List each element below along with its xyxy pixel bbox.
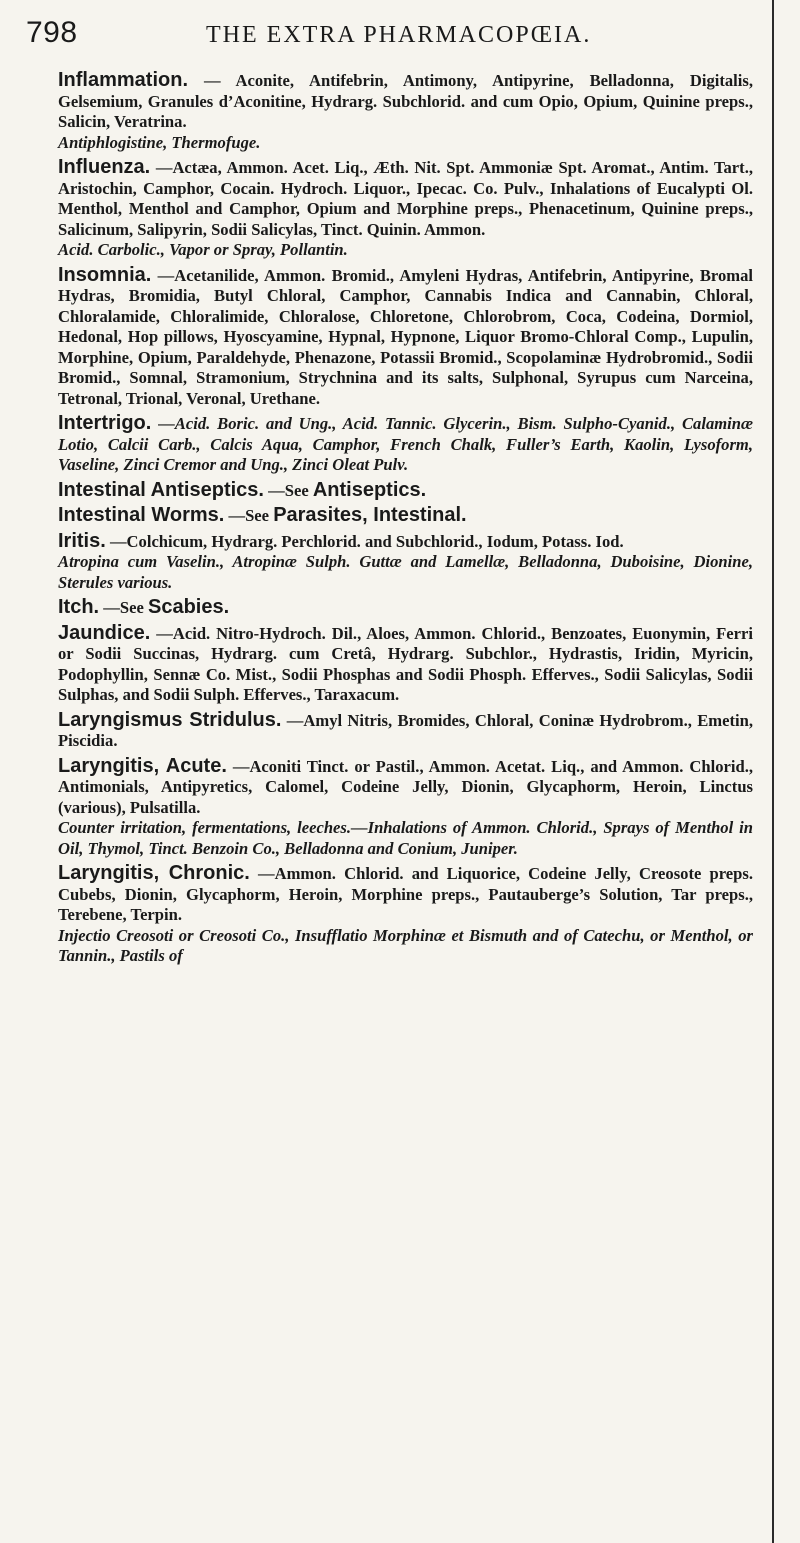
entry-term: Laryngitis, Acute. — [58, 754, 227, 777]
entry-influenza — [58, 157, 753, 261]
entry-external-remedies: Atropina cum Vaselin., Atropinæ Sulph. Guttæ and Lamellæ, Belladonna, Duboisine, Dionine, Sterules various. — [58, 552, 753, 592]
entry-laryngitis-chronic — [58, 863, 753, 967]
entry-laryngismus-stridulus — [58, 710, 753, 752]
entry-external-remedies: Acid. Carbolic., Vapor or Spray, Pollantin. — [58, 240, 348, 259]
entry-term: Iritis. — [58, 529, 106, 552]
entry-term: Laryngismus Stridulus. — [58, 708, 282, 731]
entry-external-remedies: Antiphlogistine, Thermofuge. — [58, 132, 261, 152]
entry-term: Intertrigo. — [58, 412, 152, 434]
entry-see-reference: Antiseptics. — [312, 478, 427, 501]
entry-internal-remedies: —Acetanilide, Ammon. Bromid., Amyleni Hydras, Antifebrin, Antipyrine, Bromal Hydras, Bromidia, Butyl Chloral, Camphor, Cannabis Indica and Cannabin, Chloral, Chloralamide, Chloralimide, Chloralose, Chloretone, Chlorobrom, Coca, Codeina, Dormiol, Hedonal, Hop pillows, Hyoscyamine, Hypnal, Hypnone, Liquor Bromo-Chloral Comp., Lupulin, Morphine, Opium, Paraldehyde, Phenazone, Potassii Bromid., Scopolaminæ Hydrobromid., Sodii Bromid., Somnal, Stramonium, Strychnina and its salts, Sulphonal, Syrupus cum Narceina, Tetronal, Trional, Veronal, Urethane. — [58, 265, 753, 408]
entry-internal-remedies: —Actæa, Ammon. Acet. Liq., Æth. Nit. Spt. Ammoniæ Spt. Aromat., Antim. Tart., Aristochin, Camphor, Cocain. Hydroch. Liquor., Ipecac. Co. Pulv., Inhalations of Eucalypti Ol. Menthol, Menthol and Camphor, Opium and Morphine preps., Phenacetinum, Quinine preps., Salicinum, Salipyrin, Sodii Salicylas, Tinct. Quinin. Ammon. — [58, 158, 753, 239]
entry-term: Itch. — [58, 596, 100, 618]
entry-internal-remedies: — Aconite, Antifebrin, Antimony, Antipyrine, Belladonna, Digitalis, Gelsemium, Granules d’Aconitine, Hydrarg. Subchlorid. and cum Opio, Opium, Quinine preps., Salicin, Veratrina. — [58, 71, 754, 131]
page-number: 798 — [26, 16, 78, 49]
entry-term: Intestinal Worms. — [58, 504, 225, 526]
index-entries — [58, 70, 753, 971]
entry-see-prefix: —See — [103, 598, 148, 617]
entry-jaundice — [58, 623, 753, 706]
entry-see-reference: Parasites, Intestinal. — [273, 504, 467, 526]
entry-intestinal-antiseptics — [58, 480, 753, 502]
entry-see-prefix: —See — [228, 506, 274, 525]
entry-external-remedies: Counter irritation, fermentations, leeches.—Inhalations of Ammon. Chlorid., Sprays of Menthol in Oil, Thymol, Tinct. Benzoin Co., Belladonna and Conium, Juniper. — [58, 818, 753, 858]
entry-term: Jaundice. — [58, 621, 151, 644]
entry-iritis — [58, 531, 753, 594]
entry-term: Intestinal Antiseptics. — [58, 478, 264, 501]
entry-internal-remedies: —Acid. Nitro-Hydroch. Dil., Aloes, Ammon. Chlorid., Benzoates, Euonymin, Ferri or Sodii Succinas, Hydrarg. cum Cretâ, Hydrarg. Subchlor., Hydrastis, Iridin, Myricin, Podophyllin, Sennæ Co. Mist., Sodii Phosphas and Sodii Phosph. Efferves., Sodii Salicylas, Sodii Sulphas, and Sodii Sulph. Efferves., Taraxacum. — [58, 623, 753, 704]
entry-inflammation — [58, 70, 753, 153]
running-head: THE EXTRA PHARMACOPŒIA. — [206, 22, 592, 48]
entry-internal-remedies: —Amyl Nitris, Bromides, Chloral, Coninæ Hydrobrom., Emetin, Piscidia. — [58, 710, 754, 750]
entry-see-prefix: —See — [268, 480, 313, 500]
entry-term: Inflammation. — [58, 69, 189, 91]
entry-term: Influenza. — [58, 156, 151, 178]
entry-internal-remedies: —Aconiti Tinct. or Pastil., Ammon. Acetat. Liq., and Ammon. Chlorid., Antimonials, Antipyretics, Calomel, Codeine Jelly, Dionin, Glycaphorm, Heroin, Linctus (various), Pulsatilla. — [58, 756, 753, 817]
entry-intertrigo — [58, 413, 753, 476]
entry-term: Insomnia. — [58, 263, 152, 286]
entry-external-remedies: —Acid. Boric. and Ung., Acid. Tannic. Glycerin., Bism. Sulpho-Cyanid., Calaminæ Lotio, Calcii Carb., Calcis Aqua, Camphor, French Chalk, Fuller’s Earth, Kaolin, Lysoform, Vaseline, Zinci Cremor and Ung., Zinci Oleat Pulv. — [58, 414, 753, 474]
entry-internal-remedies: —Ammon. Chlorid. and Liquorice, Codeine Jelly, Creosote preps. Cubebs, Dionin, Glycaphorm, Heroin, Morphine preps., Pautauberge’s Solution, Tar preps., Terebene, Terpin. — [58, 864, 754, 924]
page-header — [26, 16, 750, 56]
entry-see-reference: Scabies. — [147, 596, 230, 618]
entry-internal-remedies: —Colchicum, Hydrarg. Perchlorid. and Subchlorid., Iodum, Potass. Iod. — [109, 531, 624, 551]
entry-term: Laryngitis, Chronic. — [58, 862, 250, 884]
entry-external-remedies: Injectio Creosoti or Creosoti Co., Insufflatio Morphinæ et Bismuth and of Catechu, or Menthol, or Tannin., Pastils of — [58, 925, 753, 965]
entry-laryngitis-acute — [58, 756, 753, 860]
entry-insomnia — [58, 265, 753, 410]
margin-rule — [772, 0, 774, 1543]
entry-itch — [58, 597, 753, 619]
entry-intestinal-worms — [58, 505, 753, 527]
